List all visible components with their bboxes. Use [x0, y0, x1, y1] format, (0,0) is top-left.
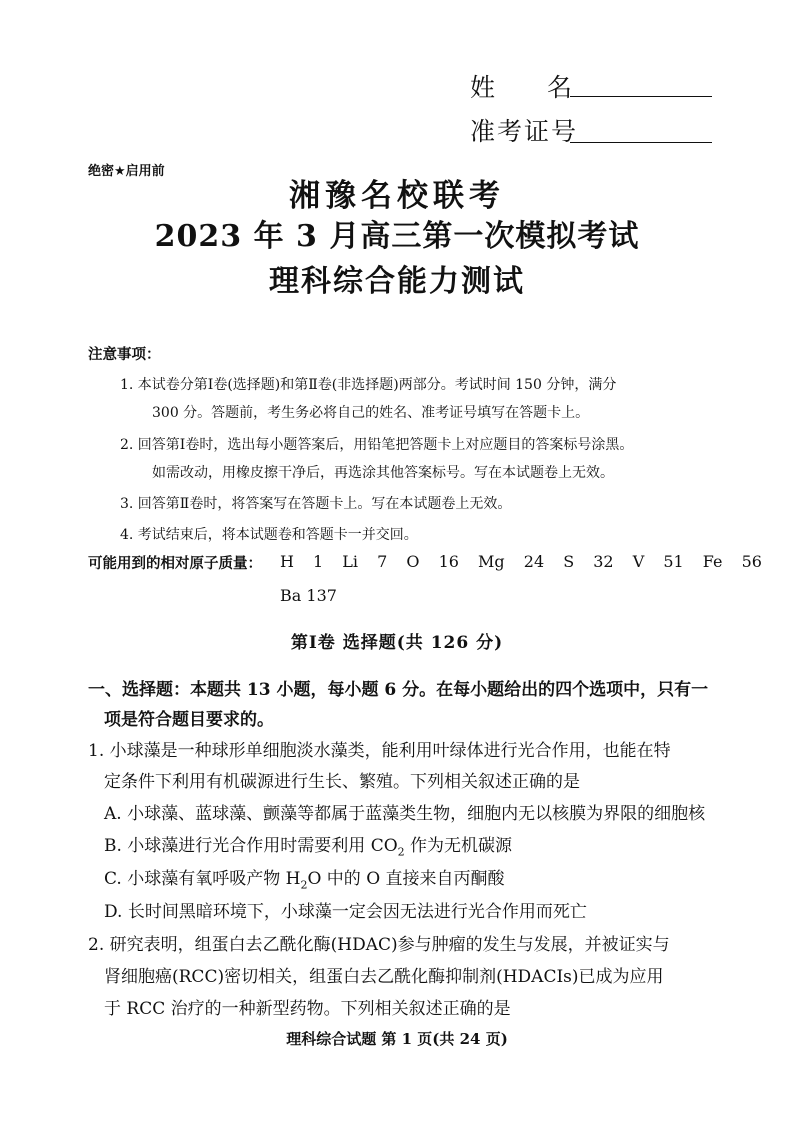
notice-item-1: 1. 本试卷分第Ⅰ卷(选择题)和第Ⅱ卷(非选择题)两部分。考试时间 150 分钟，满分 — [120, 377, 617, 393]
confidential-label: 绝密★启用前 — [88, 164, 165, 179]
page-footer: 理科综合试题 第 1 页(共 24 页) — [286, 1030, 508, 1048]
exam-title-line1: 湘豫名校联考 — [289, 178, 505, 214]
notice-item-2: 2. 回答第Ⅰ卷时，选出每小题答案后，用铅笔把答题卡上对应题目的答案标号涂黑。 — [120, 437, 634, 453]
question-2-stem-cont2: 于 RCC 治疗的一种新型药物。下列相关叙述正确的是 — [104, 999, 511, 1019]
atomic-mass-values-cont: Ba 137 — [280, 586, 337, 605]
section-instructions-cont: 项是符合题目要求的。 — [104, 710, 274, 730]
notice-item-3: 3. 回答第Ⅱ卷时，将答案写在答题卡上。写在本试题卷上无效。 — [120, 496, 512, 512]
question-2-stem: 2. 研究表明，组蛋白去乙酰化酶(HDAC)参与肿瘤的发生与发展，并被证实与 — [88, 935, 670, 955]
question-1-stem: 1. 小球藻是一种球形单细胞淡水藻类，能利用叶绿体进行光合作用，也能在特 — [88, 741, 671, 761]
question-1-option-c: C. 小球藻有氧呼吸产物 $H_2O$ 中的 O 直接来自丙酮酸 — [104, 869, 505, 892]
question-1-stem-cont: 定条件下利用有机碳源进行生长、繁殖。下列相关叙述正确的是 — [104, 772, 580, 792]
exam-title-line3: 理科综合能力测试 — [269, 264, 525, 299]
exam-id-label: 准考证号 — [470, 117, 579, 146]
notice-item-1-cont: 300 分。答题前，考生务必将自己的姓名、准考证号填写在答题卡上。 — [152, 405, 590, 421]
name-label: 姓 名 — [470, 73, 575, 102]
question-1-option-b: B. 小球藻进行光合作用时需要利用 $CO_2$ 作为无机碳源 — [104, 836, 513, 859]
notice-item-2-cont: 如需改动，用橡皮擦干净后，再选涂其他答案标号。写在本试题卷上无效。 — [152, 465, 614, 481]
notice-title: 注意事项： — [88, 347, 161, 363]
atomic-mass-values: H 1 Li 7 O 16 Mg 24 S 32 V 51 Fe 56 — [280, 552, 762, 571]
section-instructions: 一、选择题：本题共 13 小题，每小题 6 分。在每小题给出的四个选项中，只有一 — [88, 680, 709, 700]
exam-title-line2: 2023 年 3 月高三第一次模拟考试 — [154, 219, 640, 254]
question-1-option-d: D. 长时间黑暗环境下，小球藻一定会因无法进行光合作用而死亡 — [104, 902, 587, 922]
name-blank-line[interactable] — [570, 70, 712, 97]
exam-id-blank-line[interactable] — [570, 116, 712, 143]
section-title: 第Ⅰ卷 选择题(共 126 分) — [290, 633, 504, 653]
atomic-mass-label: 可能用到的相对原子质量： — [88, 556, 262, 572]
question-2-stem-cont: 肾细胞癌(RCC)密切相关，组蛋白去乙酰化酶抑制剂(HDACIs)已成为应用 — [104, 967, 664, 987]
notice-item-4: 4. 考试结束后，将本试题卷和答题卡一并交回。 — [120, 527, 418, 543]
question-1-option-a: A. 小球藻、蓝球藻、颤藻等都属于蓝藻类生物，细胞内无以核膜为界限的细胞核 — [104, 804, 706, 824]
